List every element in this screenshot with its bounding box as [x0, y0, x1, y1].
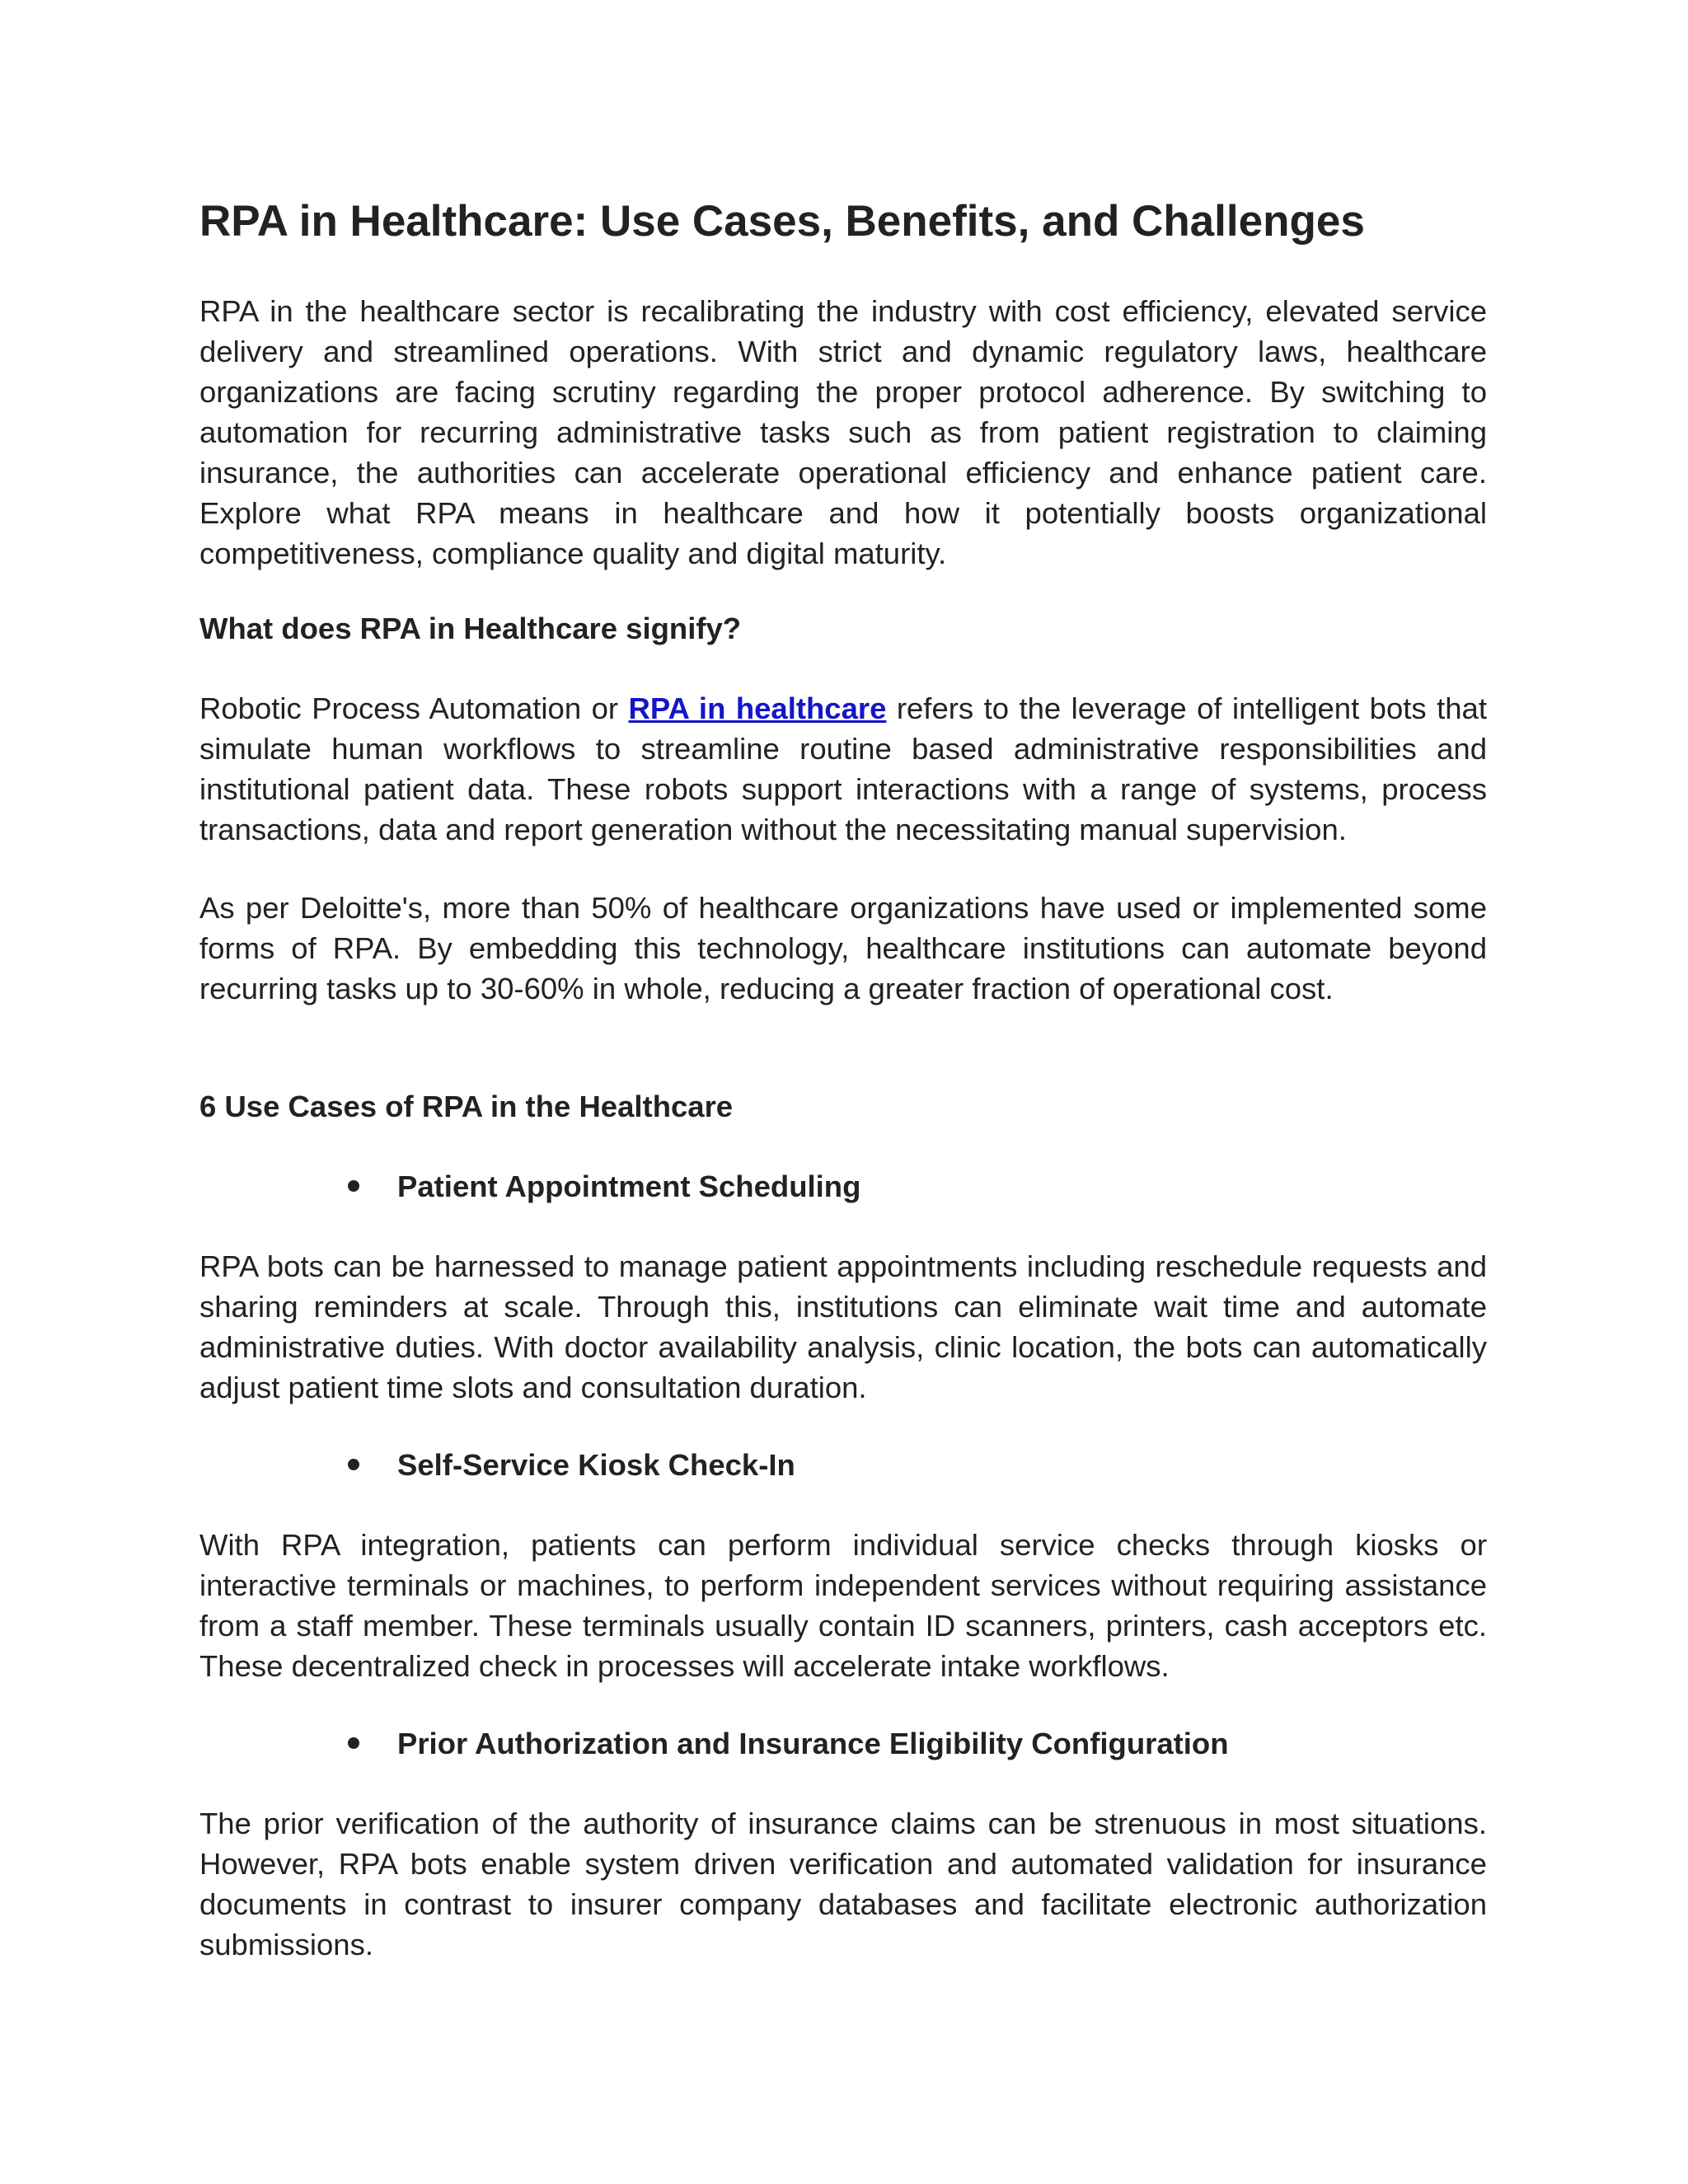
use-case-title: Patient Appointment Scheduling	[397, 1169, 861, 1203]
definition-text-start: Robotic Process Automation or	[199, 691, 629, 725]
section-heading-use-cases: 6 Use Cases of RPA in the Healthcare	[199, 1090, 734, 1123]
intro-paragraph: RPA in the healthcare sector is recalibrating the industry with cost efficiency, elevated service delivery and streamlined operations. With strict and dynamic regulatory laws, healthcare organizations are facing scrutiny regarding the proper protocol adherence. By switching to automation for recurring administrative tasks such as from patient registration to claiming insurance, the authorities can accelerate operational efficiency and enhance patient care. Explore what RPA means in healthcare and how it potentially boosts organizational competitiveness, compliance quality and digital maturity.	[199, 294, 1487, 570]
use-case-title: Prior Authorization and Insurance Eligibility Configuration	[397, 1727, 1229, 1760]
section-heading-what-is-rpa: What does RPA in Healthcare signify?	[199, 612, 742, 645]
use-case-description: With RPA integration, patients can perform individual service checks through kiosks or interactive terminals or machines, to perform independent services without requiring assistance from a staff member. These terminals usually contain ID scanners, printers, cash acceptors etc. These decentralized check in processes will accelerate intake workflows.	[199, 1528, 1487, 1683]
rpa-in-healthcare-link[interactable]: RPA in healthcare	[628, 691, 887, 725]
page-title: RPA in Healthcare: Use Cases, Benefits, and Challenges	[199, 197, 1365, 246]
bullet-icon	[348, 1459, 359, 1470]
bullet-icon	[348, 1737, 359, 1749]
deloitte-stat-paragraph: As per Deloitte's, more than 50% of healthcare organizations have used or implemented some forms of RPA. By embedding this technology, healthcare institutions can automate beyond recurring tasks up to 30-60% in whole, reducing a greater fraction of operational cost.	[199, 891, 1487, 1005]
bullet-icon	[348, 1180, 359, 1192]
rpa-definition-paragraph	[199, 688, 1487, 850]
use-case-description: RPA bots can be harnessed to manage patient appointments including reschedule requests and sharing reminders at scale. Through this, institutions can eliminate wait time and automate administrative duties. With doctor availability analysis, clinic location, the bots can automatically adjust patient time slots and consultation duration.	[199, 1249, 1487, 1404]
use-case-title: Self-Service Kiosk Check-In	[397, 1448, 795, 1482]
use-case-description: The prior verification of the authority of insurance claims can be strenuous in most situations. However, RPA bots enable system driven verification and automated validation for insurance documents in contrast to insurer company databases and facilitate electronic authorization submissions.	[199, 1807, 1487, 1961]
definition-text-end: refers to the leverage of intelligent bots that simulate human workflows to streamline routine based administrative responsibilities and institutional patient data. These robots support interactions with a range of systems, process transactions, data and report generation without the necessitating manual supervision.	[199, 691, 1487, 846]
